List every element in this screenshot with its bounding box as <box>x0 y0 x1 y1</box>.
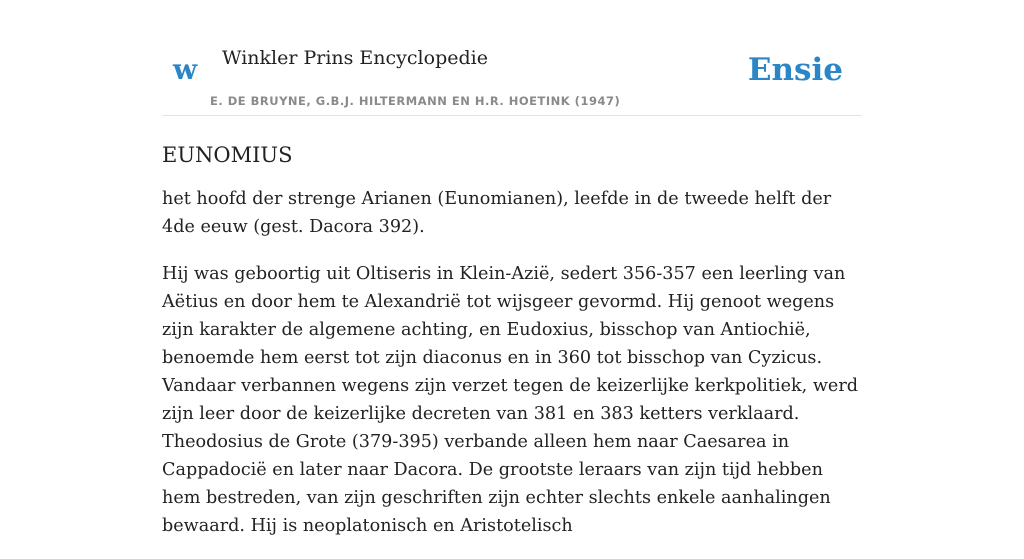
article-title: EUNOMIUS <box>162 143 293 167</box>
site-header <box>162 0 862 116</box>
article <box>162 140 862 559</box>
publication-title[interactable]: Winkler Prins Encyclopedie <box>222 47 488 69</box>
article-paragraph: Hij was geboortig uit Oltiseris in Klein-Azië, sedert 356-357 een leerling van Aëtius en door hem te Alexandrië tot wijsgeer gevormd. Hij genoot wegens zijn karakter de algemene achting, en Eudoxius, bisschop van Antiochië, benoemde hem eerst tot zijn diaconus en in 360 tot bisschop van Cyzicus. Vandaar verbannen wegens zijn verzet tegen de keizerlijke kerkpolitiek, werd zijn leer door de keizerlijke decreten van 381 en 383 ketters verklaard. Theodosius de Grote (379-395) verbande alleen hem naar Caesarea in Cappadocië en later naar Dacora. De grootste leraars van zijn tijd hebben hem bestreden, van zijn geschriften zijn echter slechts enkele aanhalingen bewaard. Hij is neoplatonisch en Aristotelisch <box>162 264 859 536</box>
publication-logo-icon[interactable]: w <box>173 53 198 86</box>
ensie-brand-link[interactable]: Ensie <box>747 52 843 88</box>
publication-authors: E. DE BRUYNE, G.B.J. HILTERMANN EN H.R. HOETINK (1947) <box>210 94 621 108</box>
article-paragraph: het hoofd der strenge Arianen (Eunomianen), leefde in de tweede helft der 4de eeuw (gest. Dacora 392). <box>162 189 832 237</box>
